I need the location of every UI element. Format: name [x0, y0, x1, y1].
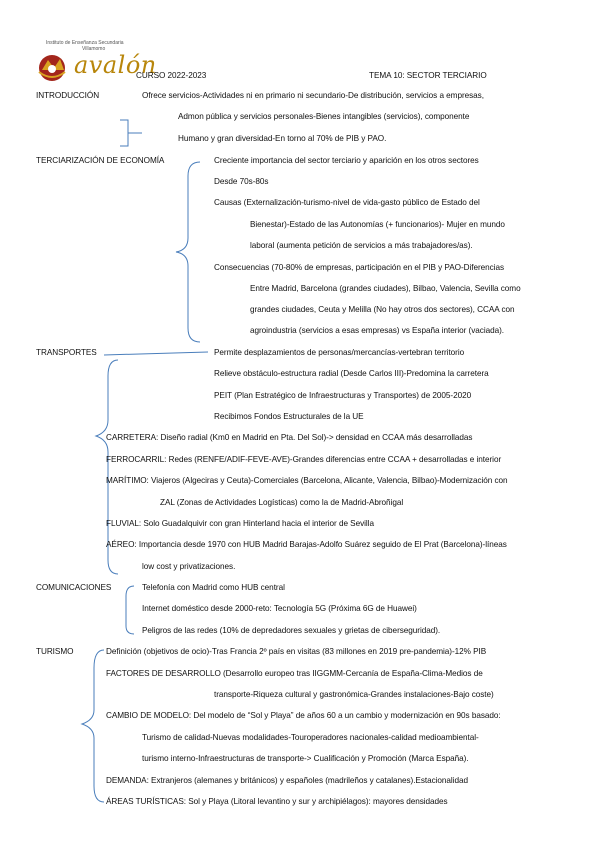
- transportes-line: FERROCARRIL: Redes (RENFE/ADIF-FEVE-AVE)-Grandes diferencias entre CCAA + desarrolladas e interior: [106, 455, 502, 464]
- terciarizacion-line: Causas (Externalización-turismo-nivel de vida-gasto público de Estado del: [214, 198, 480, 207]
- section-title-intro: INTRODUCCIÓN: [36, 91, 100, 100]
- transportes-line: Permite desplazamientos de personas/mercancías-vertebran territorio: [214, 348, 465, 357]
- terciarizacion-line: Entre Madrid, Barcelona (grandes ciudades), Bilbao, Valencia, Sevilla como: [250, 284, 521, 293]
- transportes-line: Relieve obstáculo-estructura radial (Desde Carlos III)-Predomina la carretera: [214, 369, 489, 378]
- turismo-line: Definición (objetivos de ocio)-Tras Francia 2º país en visitas (83 millones en 2019 pre-pandemia)-12% PIB: [106, 647, 487, 656]
- terciarizacion-line: Bienestar)-Estado de las Autonomías (+ funcionarios)- Mujer en mundo: [250, 220, 505, 229]
- bracket-terciarizacion: [176, 162, 200, 342]
- section-title-turismo: TURISMO: [36, 647, 74, 656]
- terciarizacion-line: Desde 70s-80s: [214, 177, 269, 186]
- intro-line: Humano y gran diversidad-En torno al 70% de PIB y PAO.: [178, 134, 387, 143]
- comunicaciones-line: Peligros de las redes (10% de depredadores sexuales y grietas de ciberseguridad).: [142, 626, 441, 635]
- transportes-line: FLUVIAL: Solo Guadalquivir con gran Hinterland hacia el interior de Sevilla: [106, 519, 374, 528]
- terciarizacion-line: Creciente importancia del sector terciario y aparición en los otros sectores: [214, 156, 479, 165]
- turismo-line: transporte-Riqueza cultural y gastronómica-Grandes instalaciones-Bajo coste): [214, 690, 494, 699]
- turismo-line: ÁREAS TURÍSTICAS: Sol y Playa (Litoral levantino y sur y archipiélagos): mayores densidades: [106, 797, 448, 806]
- turismo-line: turismo interno-Infraestructuras de transporte-> Cualificación y Promoción (Marca España).: [142, 754, 469, 763]
- turismo-line: CAMBIO DE MODELO: Del modelo de “Sol y Playa” de años 60 a un cambio y modernización en 90s basado:: [106, 711, 501, 720]
- turismo-line: Turismo de calidad-Nuevas modalidades-Touroperadores nacionales-calidad medioambiental-: [142, 733, 479, 742]
- bracket-comunicaciones: [126, 586, 134, 634]
- transportes-line: MARÍTIMO: Viajeros (Algeciras y Ceuta)-Comerciales (Barcelona, Alicante, Valencia, Bilbao)-Modernización con: [106, 476, 508, 485]
- transportes-line: Recibimos Fondos Estructurales de la UE: [214, 412, 364, 421]
- topic-title: TEMA 10: SECTOR TERCIARIO: [369, 71, 487, 80]
- transportes-line: PEIT (Plan Estratégico de Infraestructuras y Transportes) de 2005-2020: [214, 391, 472, 400]
- brand-wordmark: avalón: [74, 51, 157, 79]
- intro-line: Ofrece servicios-Actividades ni en primario ni secundario-De distribución, servicios a empresas,: [142, 91, 484, 100]
- section-title-terciarizacion: TERCIARIZACIÓN DE ECONOMÍA: [36, 156, 165, 165]
- intro-line: Admon pública y servicios personales-Bienes intangibles (servicios), componente: [178, 112, 470, 121]
- terciarizacion-line: grandes ciudades, Ceuta y Melilla (No hay otros dos sectores), CCAA con: [250, 305, 515, 314]
- institute-name: Instituto de Enseñanza Secundaria: [46, 40, 124, 46]
- section-title-transportes: TRANSPORTES: [36, 348, 97, 357]
- terciarizacion-line: laboral (aumenta petición de servicios a más trabajadores/as).: [250, 241, 473, 250]
- comunicaciones-line: Internet doméstico desde 2000-reto: Tecnología 5G (Próxima 6G de Huawei): [142, 604, 417, 613]
- terciarizacion-line: Consecuencias (70-80% de empresas, participación en el PIB y PAO-Diferencias: [214, 263, 505, 272]
- comunicaciones-line: Telefonía con Madrid como HUB central: [142, 583, 285, 592]
- bracket-transportes: [104, 352, 208, 355]
- turismo-line: FACTORES DE DESARROLLO (Desarrollo europeo tras IIGGMM-Cercanía de España-Clima-Medios de: [106, 669, 483, 678]
- institute-town: Villamomo: [82, 46, 106, 52]
- turismo-line: DEMANDA: Extranjeros (alemanes y británicos) y españoles (madrileños y catalanes).Estacionalidad: [106, 776, 468, 785]
- bracket-turismo: [82, 650, 104, 802]
- transportes-line: low cost y privatizaciones.: [142, 562, 236, 571]
- section-title-comunicaciones: COMUNICACIONES: [36, 583, 112, 592]
- terciarizacion-line: agroindustria (servicios a esas empresas) vs España interior (vaciada).: [250, 326, 505, 335]
- transportes-line: CARRETERA: Diseño radial (Km0 en Madrid en Pta. Del Sol)-> densidad en CCAA más desarrolladas: [106, 433, 473, 442]
- transportes-line: ZAL (Zonas de Actividades Logísticas) como la de Madrid-Abroñigal: [160, 498, 404, 507]
- course-label: CURSO 2022-2023: [136, 71, 207, 80]
- transportes-line: AÉREO: Importancia desde 1970 con HUB Madrid Barajas-Adolfo Suárez seguido de El Prat (Barcelona)-líneas: [106, 540, 507, 549]
- bracket-intro: [120, 120, 128, 146]
